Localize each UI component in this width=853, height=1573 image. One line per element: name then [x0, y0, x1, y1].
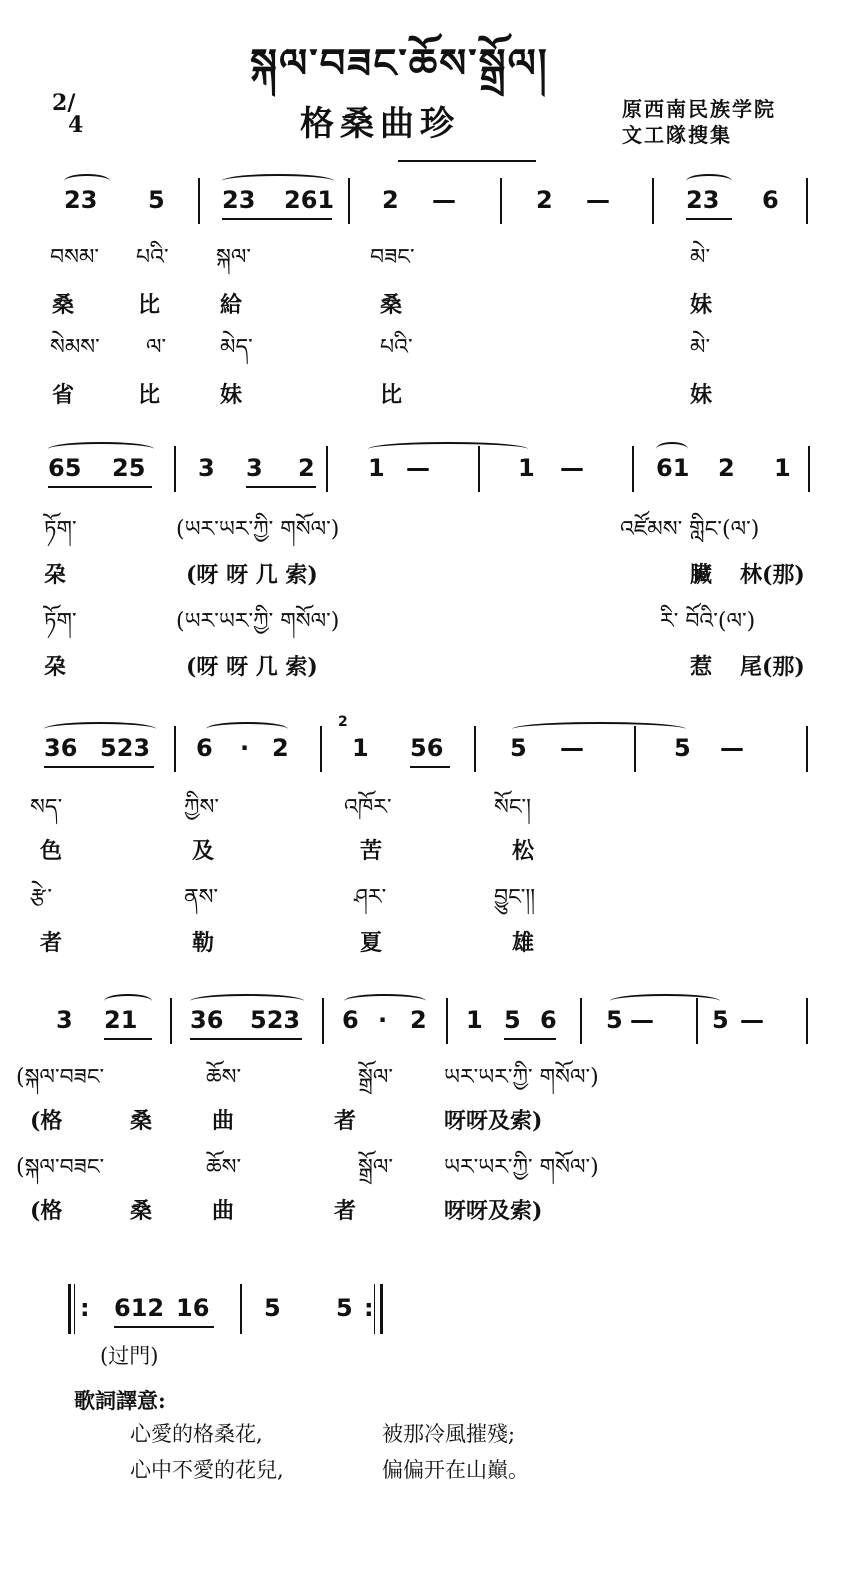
lyric-syllable: འཛོམས་ གླིང་(ལ་) [620, 517, 760, 542]
notation-line-4 [0, 992, 853, 1052]
lyric-syllable: ཏོག་ [44, 517, 77, 542]
lyric-syllable: 妹 [690, 292, 713, 318]
lyric-syllable: སོང་། [494, 795, 532, 820]
lyric-syllable: 雄 [512, 930, 535, 956]
beam [246, 486, 316, 488]
note: 3 [198, 454, 215, 482]
dot: · [240, 734, 250, 762]
bar-line [808, 446, 810, 492]
note: 1 [352, 734, 369, 762]
note: 5 [336, 1294, 353, 1322]
bar-line [174, 726, 176, 772]
bar-line [446, 998, 448, 1044]
lyric-syllable: སྒྲོལ་ [358, 1155, 394, 1180]
grace-note: 2 [338, 714, 348, 730]
beam [44, 766, 154, 768]
tibetan-lyric-1a [0, 226, 853, 270]
note-group: 261 [284, 186, 335, 214]
tie [610, 994, 720, 1008]
bar-line [474, 726, 476, 772]
note: 2 [536, 186, 553, 214]
tibetan-lyric-4b [0, 1136, 853, 1180]
tibetan-title: སྐལ་བཟང་ཆོས་སྒྲོལ། [250, 40, 549, 87]
lyric-syllable: 者 [334, 1108, 357, 1134]
note-group: 61 [656, 454, 690, 482]
note: 3 [56, 1006, 73, 1034]
dash: — [630, 1006, 654, 1034]
lyric-syllable: བྱུང་།། [494, 885, 536, 910]
tibetan-lyric-4a [0, 1046, 853, 1090]
collector-credit [622, 96, 776, 148]
lyric-syllable: 比 [138, 382, 161, 408]
note: 2 [298, 454, 315, 482]
tibetan-lyric-3a [0, 776, 853, 820]
lyric-syllable: (སྐལ་བཟང་ [16, 1065, 105, 1090]
meaning-line-2a: 心中不愛的花兒, [130, 1458, 284, 1482]
lyric-syllable: ཡར་ཡར་ཀྱི་ གསོལ་) [444, 1065, 599, 1090]
note: 1 [518, 454, 535, 482]
note: 3 [246, 454, 263, 482]
note: 6 [540, 1006, 557, 1034]
bar-line [174, 446, 176, 492]
note-group: 36 [44, 734, 78, 762]
lyric-syllable: 苦 [360, 838, 383, 864]
collector-line-1: 原西南民族学院 [622, 97, 776, 121]
lyric-syllable: 妹 [220, 382, 243, 408]
lyric-syllable: པའི་ [136, 245, 169, 270]
bar-line [348, 178, 350, 224]
lyric-syllable: 朶 [44, 562, 67, 588]
note: 2 [382, 186, 399, 214]
lyric-syllable: 桑 [380, 292, 403, 318]
bar-line [500, 178, 502, 224]
lyric-syllable: སྐལ་ [216, 245, 252, 270]
note: 6 [342, 1006, 359, 1034]
note: 5 [606, 1006, 623, 1034]
lyric-syllable: སེམས་ [50, 335, 100, 360]
note-group: 612 [114, 1294, 165, 1322]
lyric-syllable: 及 [192, 838, 215, 864]
note-group: 523 [100, 734, 151, 762]
meaning-line-1a: 心愛的格桑花, [130, 1422, 263, 1446]
note: 1 [466, 1006, 483, 1034]
lyric-syllable: (ཡར་ཡར་ཀྱི་ གསོལ་) [176, 609, 340, 634]
bar-line [322, 998, 324, 1044]
lyric-syllable: སད་ [30, 795, 63, 820]
beam [410, 766, 450, 768]
repeat-colon: : [80, 1294, 90, 1322]
note-group: 23 [222, 186, 256, 214]
note-group: 36 [190, 1006, 224, 1034]
beam [686, 218, 732, 220]
lyric-syllable: (格 [30, 1108, 63, 1134]
song-title: 格桑曲珍 [300, 104, 460, 144]
beam [504, 1038, 556, 1040]
note-group: 23 [686, 186, 720, 214]
note: 2 [272, 734, 289, 762]
lyric-syllable: པའི་ [380, 335, 413, 360]
lyric-syllable: 者 [40, 930, 63, 956]
tibetan-lyric-2a [0, 498, 853, 542]
lyric-syllable: 比 [380, 382, 403, 408]
interlude-label: (过門) [100, 1344, 159, 1368]
lyric-syllable: (呀 呀 几 索) [186, 654, 318, 680]
interlude-notation [60, 1282, 390, 1342]
tibetan-lyric-2b [0, 590, 853, 634]
lyric-syllable: (呀 呀 几 索) [186, 562, 318, 588]
note: 6 [762, 186, 779, 214]
repeat-colon: : [364, 1294, 374, 1322]
chinese-lyric-3b [0, 920, 853, 960]
lyric-syllable: 朶 [44, 654, 67, 680]
time-signature-denominator: 4 [68, 112, 84, 138]
note: 6 [196, 734, 213, 762]
note-group: 23 [64, 186, 98, 214]
meaning-line-2b: 偏偏开在山巔。 [382, 1458, 529, 1482]
chinese-lyric-2a [0, 552, 853, 592]
lyric-syllable: ཆོས་ [206, 1065, 242, 1090]
lyric-syllable: 比 [138, 292, 161, 318]
note: 1 [368, 454, 385, 482]
beam [104, 1038, 152, 1040]
title-underline [398, 160, 536, 162]
lyric-syllable: 惹 [690, 654, 713, 680]
dash: — [560, 454, 584, 482]
lyric-syllable: ཡར་ཡར་ཀྱི་ གསོལ་) [444, 1155, 599, 1180]
lyric-syllable: སྒྲོལ་ [358, 1065, 394, 1090]
note: 5 [504, 1006, 521, 1034]
bar-line [806, 178, 808, 224]
repeat-bar-end-thin [374, 1284, 375, 1334]
lyric-syllable: 曲 [212, 1108, 235, 1134]
dash: — [740, 1006, 764, 1034]
repeat-bar-start [68, 1284, 71, 1334]
repeat-bar-start-thin [74, 1284, 75, 1334]
lyric-syllable: ཤར་ [354, 885, 387, 910]
dash: — [432, 186, 456, 214]
bar-line [320, 726, 322, 772]
bar-line [478, 446, 480, 492]
lyric-syllable: མེ་ [690, 335, 711, 360]
lyric-syllable: 桑 [52, 292, 75, 318]
note: 5 [712, 1006, 729, 1034]
dash: — [406, 454, 430, 482]
note-group: 56 [410, 734, 444, 762]
lyric-syllable: ནས་ [184, 885, 219, 910]
lyric-syllable: 桑 [130, 1108, 153, 1134]
collector-line-2: 文工隊搜集 [622, 123, 732, 147]
note-group: 21 [104, 1006, 138, 1034]
lyric-syllable: 色 [40, 838, 63, 864]
note: 5 [148, 186, 165, 214]
bar-line [170, 998, 172, 1044]
lyric-syllable: (ཡར་ཡར་ཀྱི་ གསོལ་) [176, 517, 340, 542]
notation-line-1 [0, 172, 853, 232]
lyric-syllable: རི་ བོའི་(ལ་) [660, 609, 756, 634]
notation-line-3 [0, 714, 853, 780]
note: 5 [510, 734, 527, 762]
dash: — [586, 186, 610, 214]
dash: — [720, 734, 744, 762]
lyric-syllable: 呀呀及索) [444, 1198, 543, 1224]
lyric-syllable: 呀呀及索) [444, 1108, 543, 1134]
lyric-syllable: རྩེ་ [30, 885, 53, 910]
bar-line [806, 998, 808, 1044]
chinese-lyric-1b [0, 372, 853, 412]
note: 1 [774, 454, 791, 482]
lyric-syllable: བཟང་ [370, 245, 415, 270]
note-group: 25 [112, 454, 146, 482]
bar-line [326, 446, 328, 492]
bar-line [634, 726, 636, 772]
chinese-lyric-2b [0, 644, 853, 684]
lyric-syllable: 勒 [192, 930, 215, 956]
bar-line [632, 446, 634, 492]
bar-line [580, 998, 582, 1044]
lyric-syllable: 者 [334, 1198, 357, 1224]
beam [190, 1038, 302, 1040]
lyric-syllable: 臟 [690, 562, 713, 588]
lyric-syllable: མེ་ [690, 245, 711, 270]
note: 2 [410, 1006, 427, 1034]
beam [48, 486, 152, 488]
bar-line [696, 998, 698, 1044]
lyric-syllable: 給 [220, 292, 243, 318]
lyric-syllable: 尾(那) [740, 654, 805, 680]
lyric-syllable: 夏 [360, 930, 383, 956]
dot: · [378, 1006, 388, 1034]
lyric-syllable: 曲 [212, 1198, 235, 1224]
note: 5 [264, 1294, 281, 1322]
tibetan-lyric-3b [0, 866, 853, 910]
lyric-syllable: ལ་ [146, 335, 167, 360]
lyric-syllable: 桑 [130, 1198, 153, 1224]
meaning-line-1b: 被那冷風摧殘; [382, 1422, 516, 1446]
lyric-syllable: (སྐལ་བཟང་ [16, 1155, 105, 1180]
lyric-syllable: ཏོག་ [44, 609, 77, 634]
lyric-syllable: 省 [52, 382, 75, 408]
chinese-lyric-3a [0, 828, 853, 868]
bar-line [198, 178, 200, 224]
lyric-syllable: བསམ་ [50, 245, 100, 270]
lyric-syllable: འཁོར་ [344, 795, 392, 820]
time-signature-numerator: 2 [52, 90, 68, 116]
tibetan-lyric-1b [0, 316, 853, 360]
dash: — [560, 734, 584, 762]
lyric-syllable: 妹 [690, 382, 713, 408]
bar-line [240, 1284, 242, 1334]
chinese-lyric-4b [0, 1188, 853, 1228]
lyric-syllable: (格 [30, 1198, 63, 1224]
lyrics-meaning-label: 歌詞譯意: [74, 1388, 166, 1413]
note: 5 [674, 734, 691, 762]
tie [512, 722, 686, 736]
note: 2 [718, 454, 735, 482]
lyric-syllable: 松 [512, 838, 535, 864]
note-group: 523 [250, 1006, 301, 1034]
note-group: 65 [48, 454, 82, 482]
bar-line [652, 178, 654, 224]
beam [114, 1326, 214, 1328]
lyric-syllable: ཀྱིས་ [184, 795, 219, 820]
lyric-syllable: མེད་ [220, 335, 253, 360]
lyric-syllable: ཆོས་ [206, 1155, 242, 1180]
chinese-lyric-4a [0, 1098, 853, 1138]
repeat-bar-end [380, 1284, 383, 1334]
time-signature: 2/ 4 [52, 90, 84, 138]
notation-line-2 [0, 440, 853, 500]
bar-line [806, 726, 808, 772]
beam [222, 218, 332, 220]
lyric-syllable: 林(那) [740, 562, 805, 588]
note-group: 16 [176, 1294, 210, 1322]
tie [368, 442, 528, 456]
